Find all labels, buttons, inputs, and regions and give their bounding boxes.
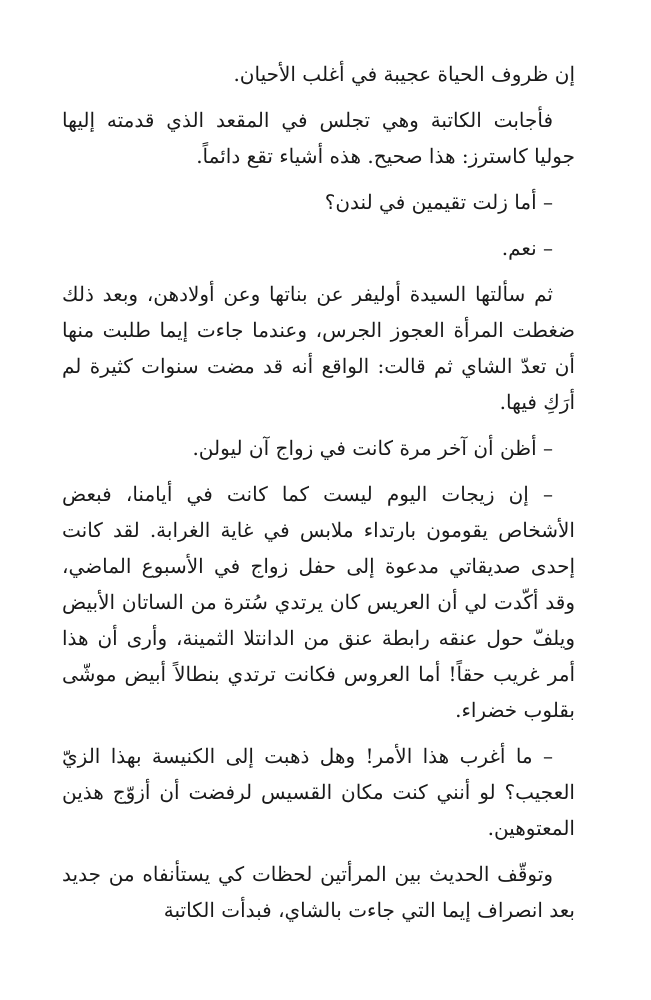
paragraph-1: إن ظروف الحياة عجيبة في أغلب الأحيان. (233, 62, 575, 86)
paragraph-7: – إن زيجات اليوم ليست كما كانت في أيامنا، فبعض الأشخاص يقومون بارتداء ملابس في غاية الغرابة. لقد كانت إحدى صديقاتي مدعوة إلى حفل زواج في الأسبوع الماضي، وقد أكّدت لي أن العريس كان يرتدي سُترة من الساتان الأبيض ويلفّ حول عنقه رابطة عنق من الدانتلا الثمينة، وأرى أن هذا أمر غريب حقاً! أما العروس فكانت ترتدي بنطالاً أبيض موشّى بقلوب خضراء. (62, 482, 575, 722)
book-page (62, 56, 575, 938)
paragraph-4: – نعم. (501, 236, 553, 260)
paragraph-9: وتوقّف الحديث بين المرأتين لحظات كي يستأنفاه من جديد بعد انصراف إيما التي جاءت بالشاي، فبدأت الكاتبة (62, 862, 575, 922)
paragraph-2: فأجابت الكاتبة وهي تجلس في المقعد الذي قدمته إليها جوليا كاسترز: هذا صحيح. هذه أشياء تقع دائماً. (62, 108, 575, 168)
paragraph-3: – أما زلت تقيمين في لندن؟ (324, 190, 553, 214)
paragraph-5: ثم سألتها السيدة أوليفر عن بناتها وعن أولادهن، وبعد ذلك ضغطت المرأة العجوز الجرس، وعندما جاءت إيما طلبت منها أن تعدّ الشاي ثم قالت: الواقع أنه قد مضت سنوات كثيرة لم أرَكِ فيها. (62, 282, 575, 414)
paragraph-8: – ما أغرب هذا الأمر! وهل ذهبت إلى الكنيسة بهذا الزيّ العجيب؟ لو أنني كنت مكان القسيس لرفضت أن أزوّج هذين المعتوهين. (62, 744, 575, 840)
paragraph-6: – أظن أن آخر مرة كانت في زواج آن ليولن. (192, 436, 553, 460)
